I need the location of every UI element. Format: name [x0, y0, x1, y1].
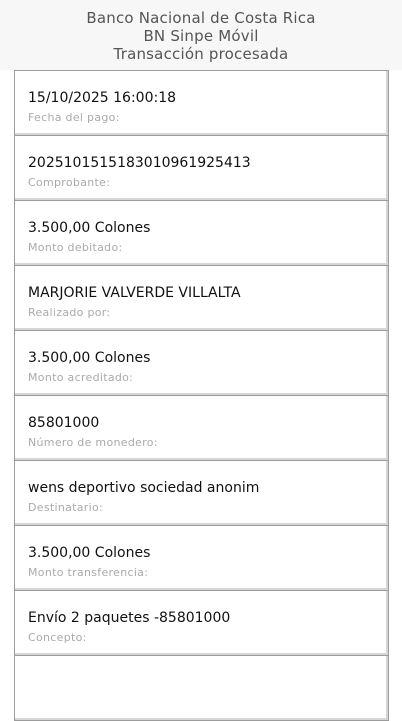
field-recipient — [15, 461, 388, 526]
field-value: 85801000 — [28, 415, 100, 431]
field-wallet-number — [15, 396, 388, 461]
field-value: 3.500,00 Colones — [28, 350, 151, 366]
field-value: 15/10/2025 16:00:18 — [28, 90, 177, 106]
field-amount-transfer — [15, 526, 388, 591]
field-label: Fecha del pago: — [28, 111, 120, 124]
field-amount-credited — [15, 331, 388, 396]
field-value: 2025101515183010961925413 — [28, 155, 251, 171]
field-next-partial — [15, 656, 388, 721]
field-value: MARJORIE VALVERDE VILLALTA — [28, 285, 241, 301]
field-label: Monto transferencia: — [28, 566, 149, 579]
field-label: Realizado por: — [28, 306, 111, 319]
field-label: Concepto: — [28, 631, 87, 644]
field-label: Número de monedero: — [28, 436, 158, 449]
field-concept — [15, 591, 388, 656]
transaction-details-list — [14, 70, 389, 721]
field-amount-debited — [15, 201, 388, 266]
field-value: wens deportivo sociedad anonim — [28, 480, 260, 496]
field-receipt-number — [15, 136, 388, 201]
bank-name: Banco Nacional de Costa Rica — [86, 9, 316, 27]
receipt-header — [0, 0, 402, 70]
field-label: Destinatario: — [28, 501, 104, 514]
field-label: Comprobante: — [28, 176, 111, 189]
field-value: 3.500,00 Colones — [28, 220, 151, 236]
field-value: Envío 2 paquetes -85801000 — [28, 610, 231, 626]
field-value: 3.500,00 Colones — [28, 545, 151, 561]
field-label: Monto acreditado: — [28, 371, 134, 384]
app-name: BN Sinpe Móvil — [143, 27, 259, 45]
field-payment-date — [15, 71, 388, 136]
field-made-by — [15, 266, 388, 331]
field-label: Monto debitado: — [28, 241, 123, 254]
transaction-status: Transacción procesada — [113, 45, 289, 63]
